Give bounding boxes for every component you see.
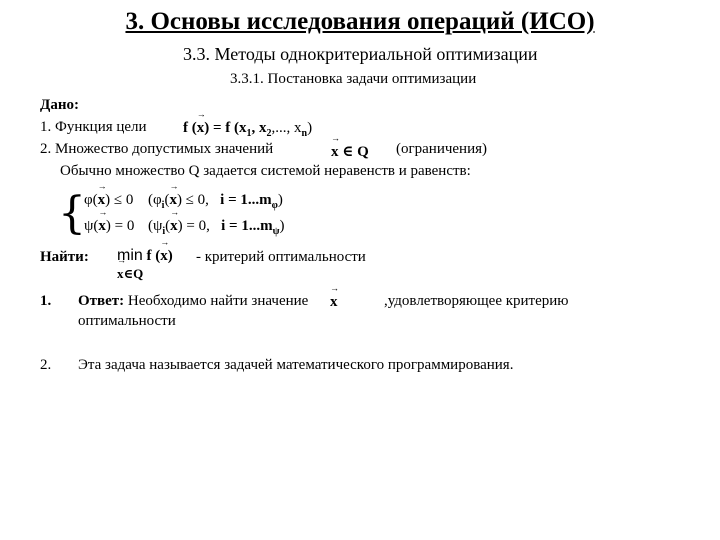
math-programming-statement: Эта задача называется задачей математического программирования. <box>78 357 514 373</box>
list-item-number: 2. <box>40 357 52 373</box>
answer-text-continued: ,удовлетворяющее критерию <box>384 293 569 309</box>
equality-constraint-detail: ($\psi_i(\to x) = 0$, $i = 1...m_\psi$) <box>148 218 285 237</box>
slide-title: 3. Основы исследования операций (ИСО) <box>125 8 595 35</box>
goal-function-formula: f (→ x) = f ($x_1$, $x_2$,..., $x_n$) <box>183 120 312 139</box>
find-label: Найти: <box>40 249 89 265</box>
inequality-constraint: φ(→ x) ≤ 0 <box>84 192 133 209</box>
answer-text-line2: оптимальности <box>78 313 176 329</box>
feasible-set-description: Обычно множество Q задается системой неравенств и равенств: <box>60 163 471 179</box>
objective-min-formula: min f (→ x) <box>117 247 173 265</box>
answer-vector-x: → x <box>330 294 338 311</box>
section-subtitle: 3.3. Методы однокритериальной оптимизации <box>183 44 538 64</box>
feasible-set-formula: → x ∈ Q <box>331 142 369 161</box>
given-item-goal-function: 1. Функция цели <box>40 119 147 135</box>
inequality-constraint-detail: ($\varphi_i(\to x) \le 0$, $i = 1...m_\varphi$) <box>148 192 283 211</box>
equality-constraint: ψ(→ x) = 0 <box>84 218 134 235</box>
min-domain: → x∈Q <box>117 266 143 282</box>
constraints-note: (ограничения) <box>396 141 488 157</box>
list-item-number: 1. <box>40 293 52 309</box>
system-brace: { <box>58 188 86 239</box>
given-label: Дано: <box>40 97 79 113</box>
answer-text: Ответ: Необходимо найти значение <box>78 293 309 309</box>
subsection-subtitle: 3.3.1. Постановка задачи оптимизации <box>230 71 477 87</box>
optimality-criterion-text: - критерий оптимальности <box>196 249 366 265</box>
given-item-feasible-set: 2. Множество допустимых значений <box>40 141 274 157</box>
